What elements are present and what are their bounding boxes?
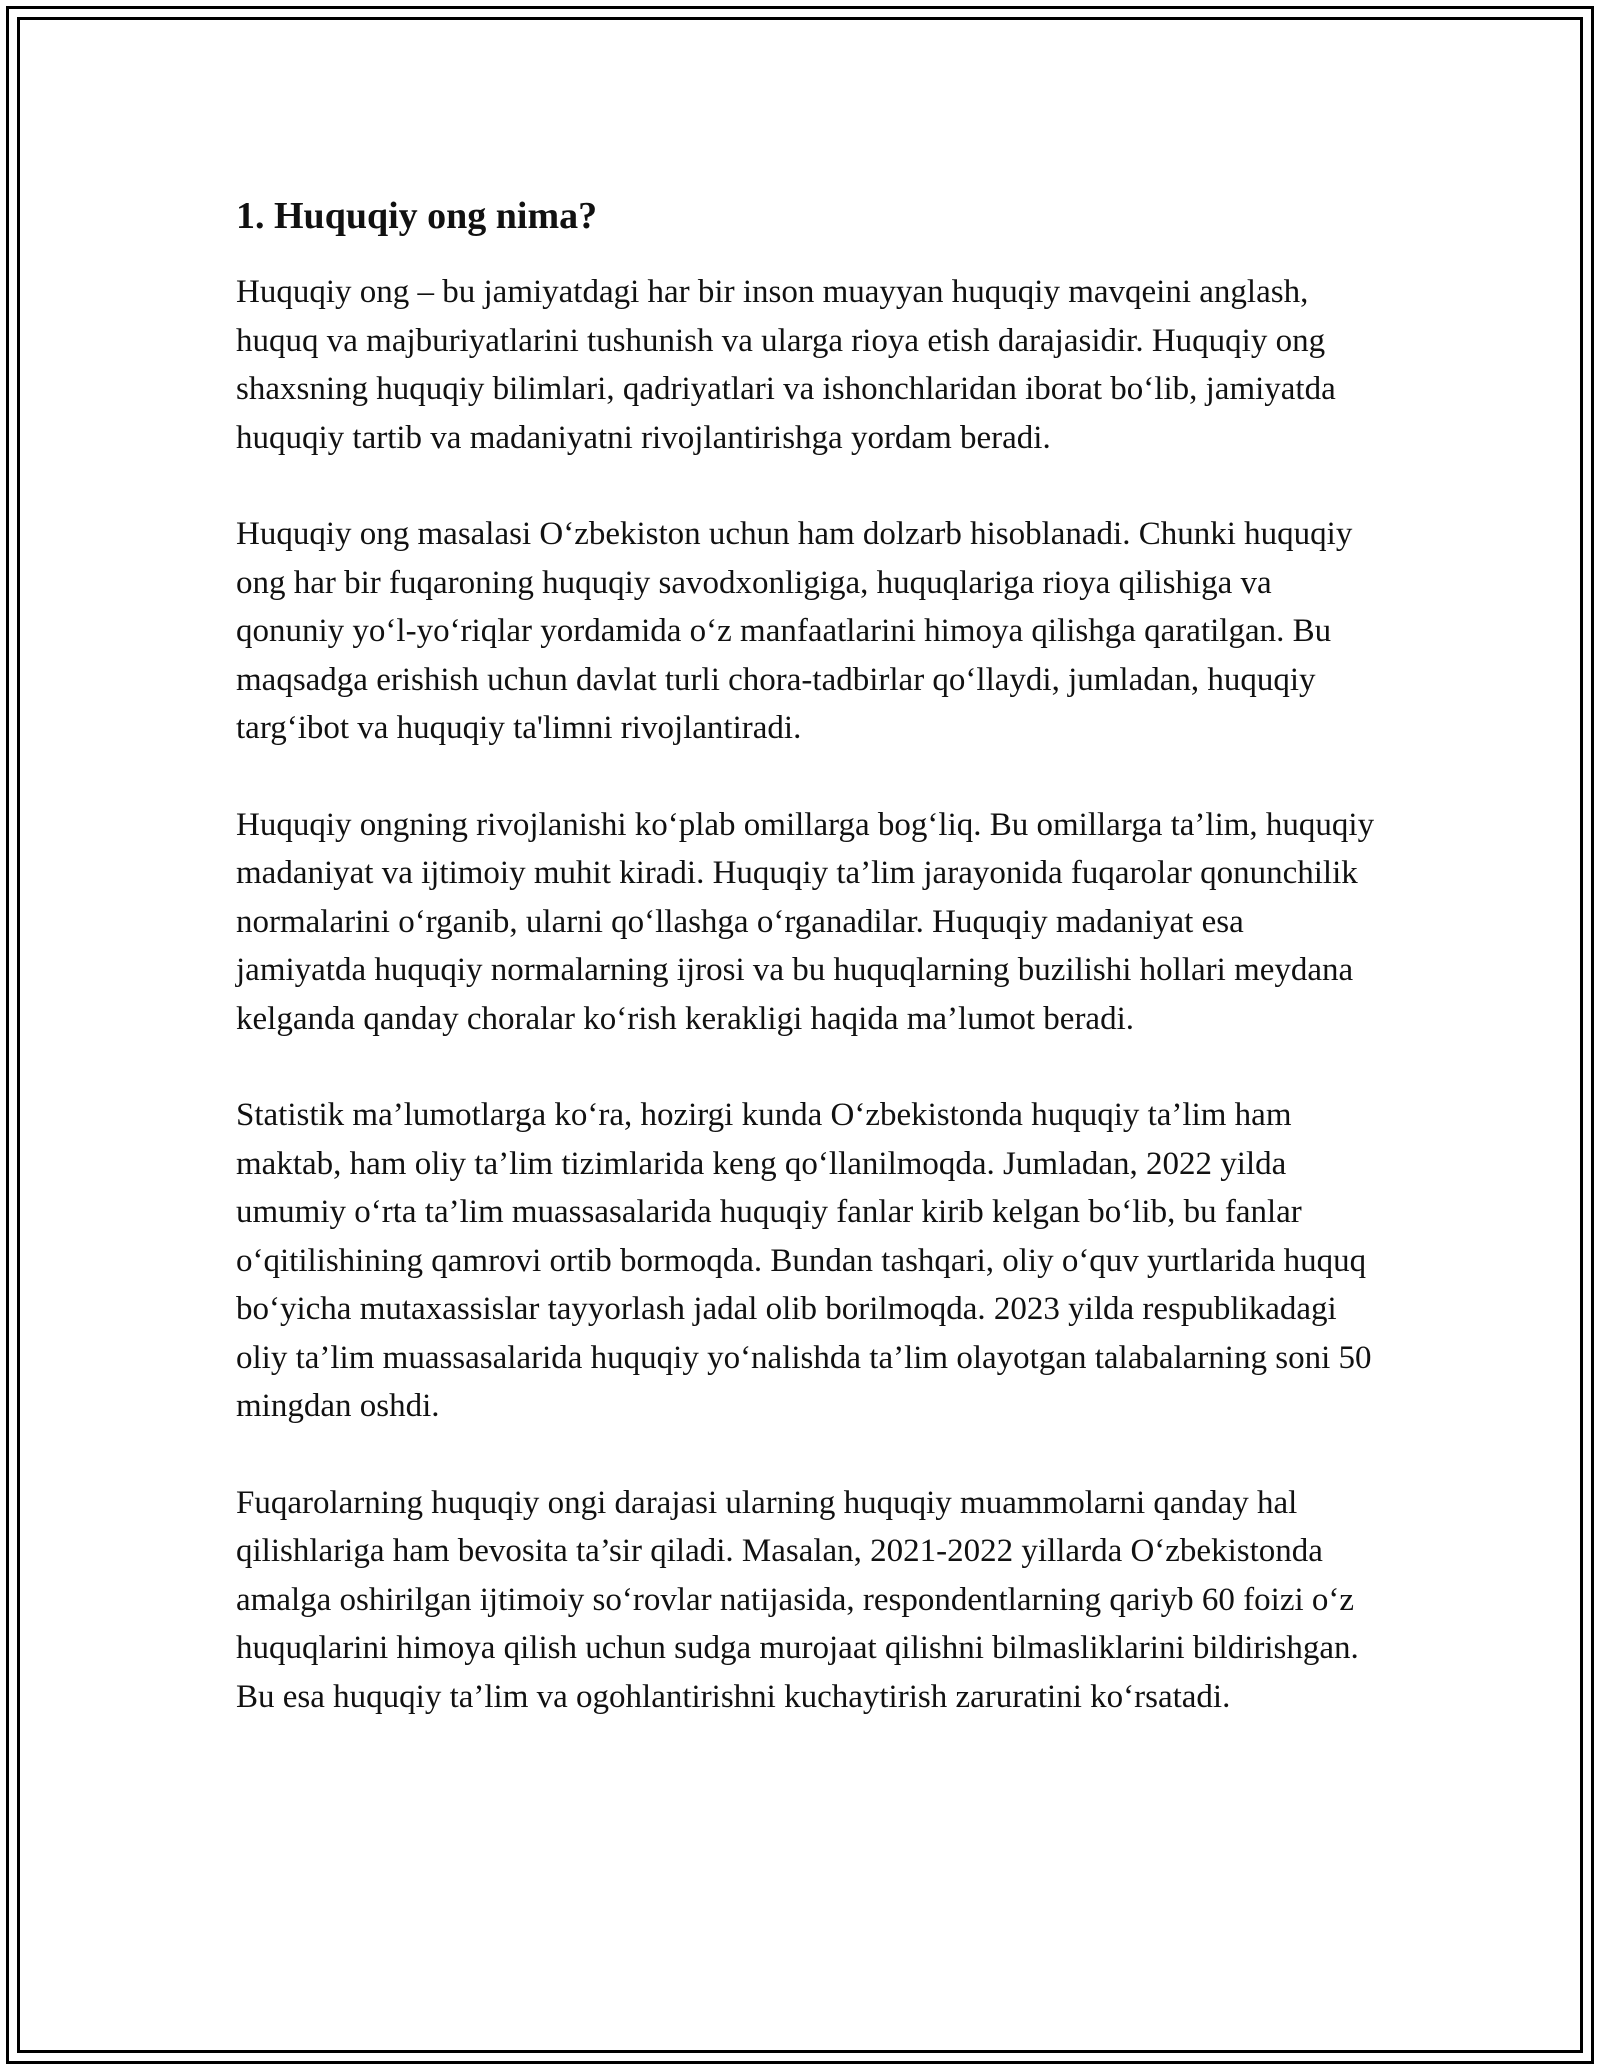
paragraph-definition: Huquqiy ong – bu jamiyatdagi har bir inson muayyan huquqiy mavqeini anglash, huquq va majburiyatlarini tushunish va ularga rioya etish darajasidir. Huquqiy ong shaxsning huquqiy bilimlari, qadriyatlari va ishonchlaridan iborat bo‘lib, jamiyatda huquqiy tartib va madaniyatni rivojlantirishga yordam beradi. bbox=[236, 274, 1336, 456]
section-heading: 1. Huquqiy ong nima? bbox=[236, 195, 598, 237]
paragraph-relevance: Huquqiy ong masalasi O‘zbekiston uchun ham dolzarb hisoblanadi. Chunki huquqiy ong har bir fuqaroning huquqiy savodxonligiga, huquqlariga rioya qilishiga va qonuniy yo‘l-yo‘riqlar yordamida o‘z manfaatlarini himoya qilishga qaratilgan. Bu maqsadga erishish uchun davlat turli chora-tadbirlar qo‘llaydi, jumladan, huquqiy targ‘ibot va huquqiy ta'limni rivojlantiradi. bbox=[236, 516, 1353, 746]
paragraph-statistics: Statistik ma’lumotlarga ko‘ra, hozirgi kunda O‘zbekistonda huquqiy ta’lim ham maktab, ham oliy ta’lim tizimlarida keng qo‘llanilmoqda. Jumladan, 2022 yilda umumiy o‘rta ta’lim muassasalarida huquqiy fanlar kirib kelgan bo‘lib, bu fanlar o‘qitilishining qamrovi ortib bormoqda. Bundan tashqari, oliy o‘quv yurtlarida huquq bo‘yicha mutaxassislar tayyorlash jadal olib borilmoqda. 2023 yilda respublikadagi oliy ta’lim muassasalarida huquqiy yo‘nalishda ta’lim olayotgan talabalarning soni 50 mingdan oshdi. bbox=[236, 1097, 1372, 1424]
document-body bbox=[236, 190, 1376, 1769]
paragraph-factors: Huquqiy ongning rivojlanishi ko‘plab omillarga bog‘liq. Bu omillarga ta’lim, huquqiy madaniyat va ijtimoiy muhit kiradi. Huquqiy ta’lim jarayonida fuqarolar qonunchilik normalarini o‘rganib, ularni qo‘llashga o‘rganadilar. Huquqiy madaniyat esa jamiyatda huquqiy normalarning ijrosi va bu huquqlarning buzilishi hollari meydana kelganda qanday choralar ko‘rish kerakligi haqida ma’lumot beradi. bbox=[236, 806, 1375, 1037]
paragraph-survey: Fuqarolarning huquqiy ongi darajasi ularning huquqiy muammolarni qanday hal qilishlariga ham bevosita ta’sir qiladi. Masalan, 2021-2022 yillarda O‘zbekistonda amalga oshirilgan ijtimoiy so‘rovlar natijasida, respondentlarning qariyb 60 foizi o‘z huquqlarini himoya qilish uchun sudga murojaat qilishni bilmasliklarini bildirishgan. Bu esa huquqiy ta’lim va ogohlantirishni kuchaytirish zaruratini ko‘rsatadi. bbox=[236, 1484, 1359, 1715]
